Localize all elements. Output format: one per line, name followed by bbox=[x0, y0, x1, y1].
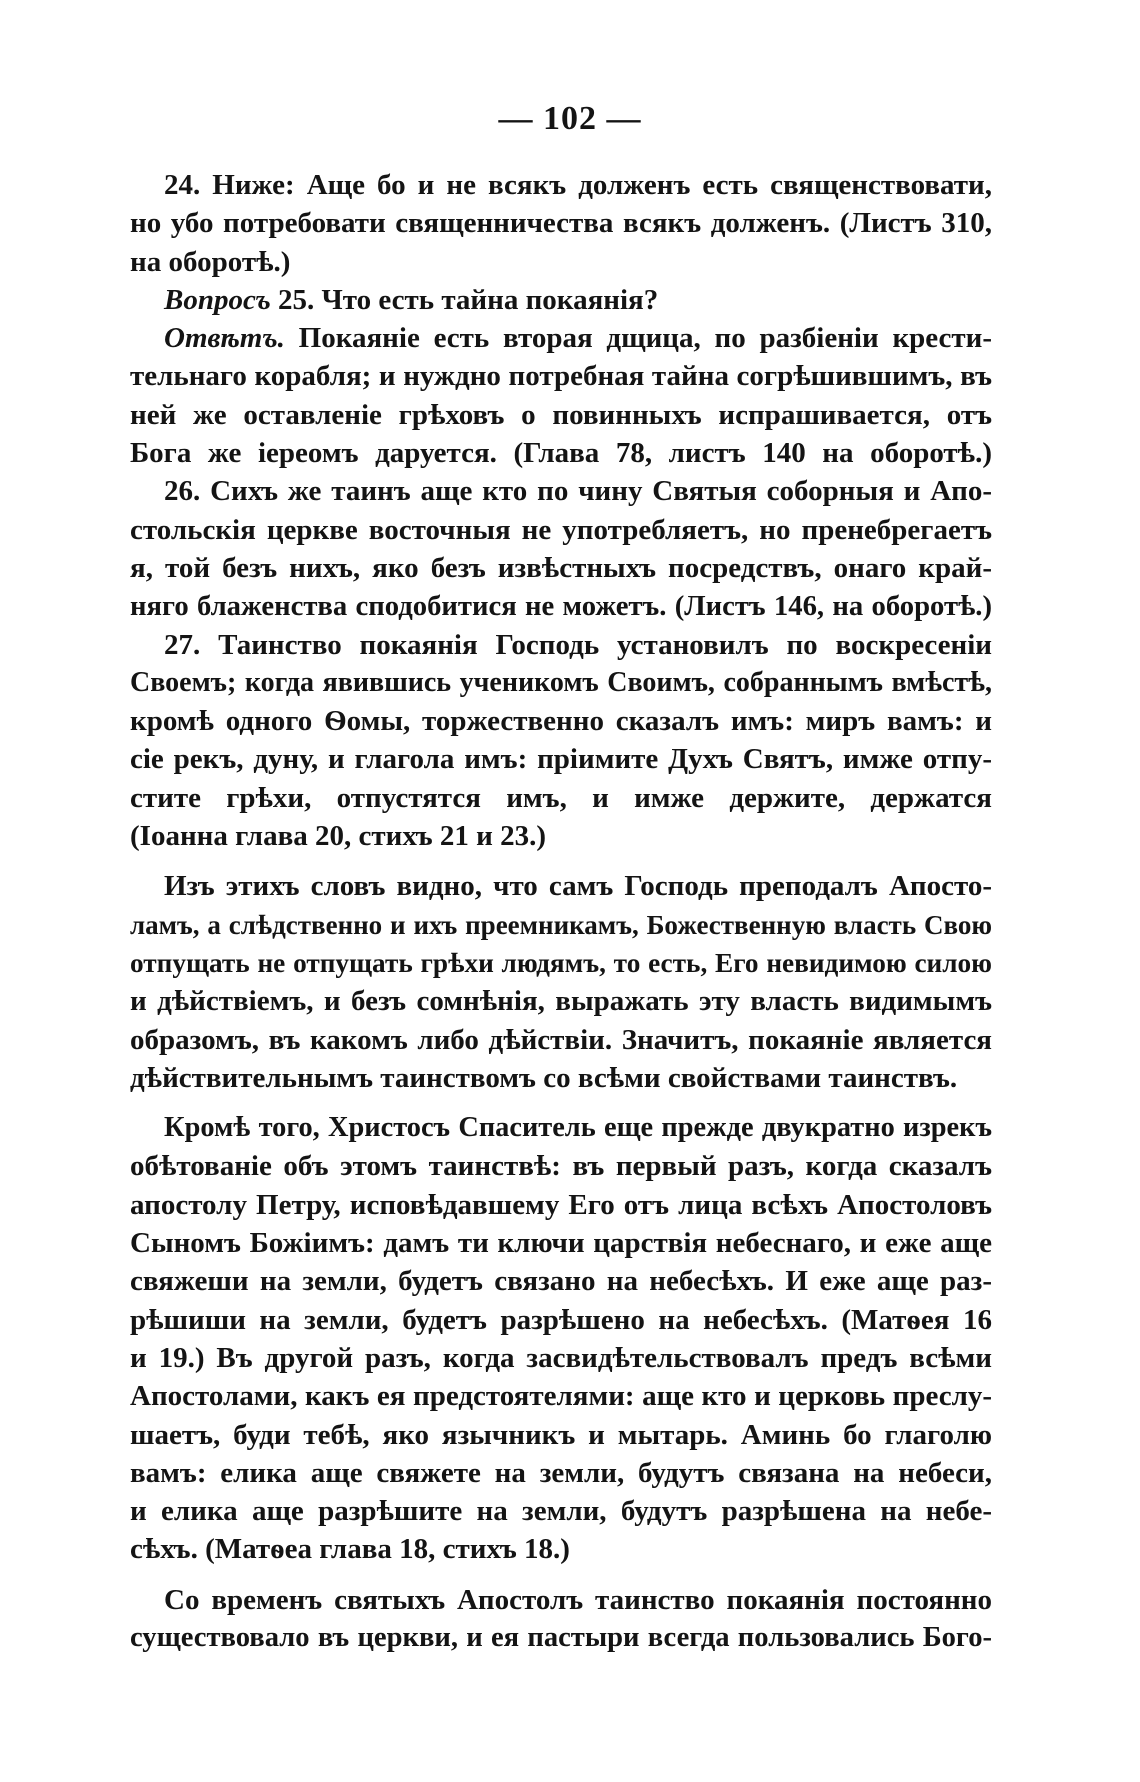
text-line: и елика аще разрѣшите на земли, будутъ разрѣшена на небе- bbox=[130, 1495, 992, 1528]
text-line: Сыномъ Божіимъ: дамъ ти ключи царствія небеснаго, и еже аще bbox=[130, 1227, 992, 1260]
text-line: 27. Таинство покаянія Господь установилъ по воскресеніи bbox=[164, 628, 992, 661]
paragraph-promise bbox=[130, 1109, 992, 1569]
text-line: Изъ этихъ словъ видно, что самъ Господь преподалъ Апосто- bbox=[164, 870, 992, 903]
text-line: свяжеши на земли, будетъ связано на небесѣхъ. И еже аще раз- bbox=[130, 1265, 992, 1298]
paragraph-gap bbox=[130, 855, 992, 867]
text-line: вамъ: елика аще свяжете на земли, будутъ связана на небеси, bbox=[130, 1456, 992, 1489]
text-line: Апостолами, какъ ея предстоятелями: аще кто и церковь преслу- bbox=[130, 1380, 992, 1413]
text-line: но убо потребовати священничества всякъ долженъ. (Листъ 310, bbox=[130, 207, 992, 240]
page-number: — 102 — bbox=[498, 100, 642, 137]
answer-text: Покаяніе есть вторая дщица, по разбіеніи крести- bbox=[284, 322, 992, 355]
question-text: 25. Что есть тайна покаянія? bbox=[270, 283, 659, 316]
text-line: существовало въ церкви, и ея пастыри всегда пользовались Бого- bbox=[130, 1621, 992, 1653]
text-line: (Іоанна глава 20, стихъ 21 и 23.) bbox=[130, 820, 546, 853]
text-line bbox=[130, 319, 992, 357]
paragraph-commentary bbox=[130, 867, 992, 1097]
question-label: Вопросъ bbox=[164, 283, 271, 316]
text-line: стольскія церкве восточныя не употребляетъ, но пренебрегаетъ bbox=[130, 513, 992, 546]
paragraph-24 bbox=[130, 166, 992, 281]
text-line: Со временъ святыхъ Апостолъ таинство покаянія постоянно bbox=[164, 1583, 992, 1616]
page-text bbox=[130, 166, 992, 1657]
text-line: Своемъ; когда явившись ученикомъ Своимъ, собраннымъ вмѣстѣ, bbox=[130, 666, 992, 698]
text-line: Кромѣ того, Христосъ Спаситель еще прежде двукратно изрекъ bbox=[164, 1112, 992, 1144]
text-line: апостолу Петру, исповѣдавшему Его отъ лица всѣхъ Апостоловъ bbox=[130, 1188, 992, 1221]
text-line: няго блаженства сподобитися не можетъ. (Листъ 146, на оборотѣ.) bbox=[130, 590, 992, 623]
text-line: отпущать не отпущать грѣхи людямъ, то есть, Его невидимою силою bbox=[130, 947, 992, 978]
paragraph-apostles bbox=[130, 1581, 992, 1658]
text-line: на оборотѣ.) bbox=[130, 245, 291, 278]
text-line: рѣшиши на земли, будетъ разрѣшено на небесѣхъ. (Матѳея 16 bbox=[130, 1303, 992, 1336]
text-line: обѣтованіе объ этомъ таинствѣ: въ первый разъ, когда сказалъ bbox=[130, 1150, 992, 1183]
text-line: стите грѣхи, отпустятся имъ, и имже держите, держатся bbox=[130, 781, 992, 814]
paragraph-question-25 bbox=[130, 281, 992, 319]
text-line: шаетъ, буди тебѣ, яко язычникъ и мытарь. Аминь бо глаголю bbox=[130, 1418, 992, 1451]
text-line: тельнаго корабля; и нуждно потребная тайна согрѣшившимъ, въ bbox=[130, 360, 992, 393]
paragraph-gap bbox=[130, 1097, 992, 1109]
text-line: 26. Сихъ же таинъ аще кто по чину Святыя соборныя и Апо- bbox=[164, 475, 992, 508]
text-line: образомъ, въ какомъ либо дѣйствіи. Значитъ, покаяніе является bbox=[130, 1023, 992, 1056]
text-line: дѣйствительнымъ таинствомъ со всѣми свойствами таинствъ. bbox=[130, 1061, 958, 1094]
text-line: 24. Ниже: Аще бо и не всякъ долженъ есть священствовати, bbox=[164, 169, 992, 201]
text-line bbox=[130, 281, 992, 319]
answer-label: Отвѣтъ. bbox=[164, 322, 285, 355]
text-line: я, той безъ нихъ, яко безъ извѣстныхъ посредствъ, онаго край- bbox=[130, 551, 992, 584]
paragraph-26 bbox=[130, 472, 992, 625]
paragraph-27 bbox=[130, 626, 992, 856]
text-line: ламъ, а слѣдственно и ихъ преемникамъ, Божественную власть Свою bbox=[130, 909, 992, 940]
paragraph-gap bbox=[130, 1569, 992, 1581]
paragraph-answer bbox=[130, 319, 992, 472]
text-line: сіе рекъ, дуну, и глагола имъ: пріимите Духъ Святъ, имже отпу- bbox=[130, 743, 992, 776]
text-line: и 19.) Въ другой разъ, когда засвидѣтельствовалъ предъ всѣми bbox=[130, 1341, 992, 1374]
text-line: кромѣ одного Ѳомы, торжественно сказалъ имъ: миръ вамъ: и bbox=[130, 705, 992, 738]
text-line: сѣхъ. (Матѳеа глава 18, стихъ 18.) bbox=[130, 1533, 570, 1566]
text-line: Бога же іереомъ даруется. (Глава 78, листъ 140 на оборотѣ.) bbox=[130, 437, 992, 470]
text-line: и дѣйствіемъ, и безъ сомнѣнія, выражать эту власть видимымъ bbox=[130, 985, 992, 1018]
text-line: ней же оставленіе грѣховъ о повинныхъ испрашивается, отъ bbox=[130, 398, 992, 431]
